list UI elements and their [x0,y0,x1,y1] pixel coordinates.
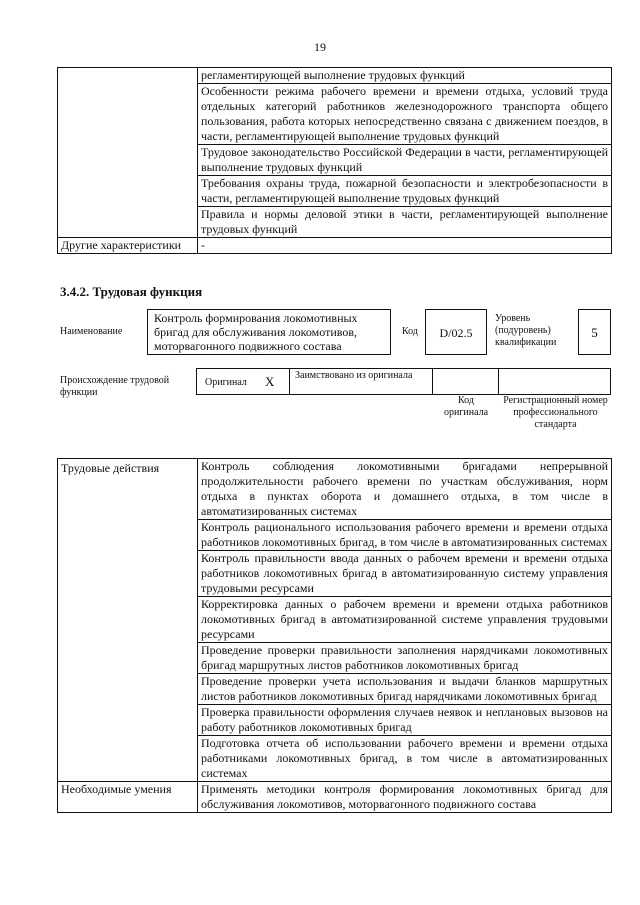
origin-label: Происхождение трудовой функции [60,375,170,398]
labor-action-row: Проведение проверки правильности заполнения нарядчиками локомотивных бригад маршрутных листов работников локомотивных бригад [198,643,612,674]
labor-action-row: Контроль правильности ввода данных о рабочем времени и времени отдыха работников локомотивных бригад в автоматизированную систему управления трудовыми ресурсами [198,551,612,597]
code-original-caption: Код оригинала [443,395,489,418]
labor-action-row: Контроль соблюдения локомотивными бригадами непрерывной продолжительности рабочего времени по участкам обслуживания, норм отдыха в пунктах оборота и домашнего отдыха, в том числе в автоматизированных системах [198,459,612,520]
knowledge-row: Требования охраны труда, пожарной безопасности и электробезопасности в части, регламентирующей выполнение трудовых функций [198,176,612,207]
knowledge-label-cell [58,68,198,238]
borrowed-divider [432,369,433,394]
labor-actions-table [57,458,612,813]
code-label: Код [402,326,418,337]
other-characteristics-label: Другие характеристики [58,238,198,254]
labor-action-row: Корректировка данных о рабочем времени и времени отдыха работников локомотивных бригад в автоматизированной системе управления трудовыми ресурсами [198,597,612,643]
code-value: D/02.5 [439,326,473,340]
labor-action-row: Проведение проверки учета использования и выдачи бланков маршрутных листов работников локомотивных бригад нарядчиками локомотивных бригад [198,674,612,705]
labor-action-row: Контроль рационального использования рабочего времени и времени отдыха работников локомотивных бригад, в том числе в автоматизированных системах [198,520,612,551]
code-divider [498,369,499,394]
knowledge-row: Трудовое законодательство Российской Федерации в части, регламентирующей выполнение трудовых функций [198,145,612,176]
name-value-box [147,309,391,355]
labor-action-row: Подготовка отчета об использовании рабочего времени и времени отдыха работниками локомотивных бригад, в том числе в автоматизированных системах [198,736,612,782]
code-value-box [425,309,487,355]
original-divider [289,369,290,394]
original-mark: X [265,374,275,389]
page-number: 19 [314,40,326,54]
name-value: Контроль формирования локомотивных бригад для обслуживания локомотивов, моторвагонного подвижного состава [154,311,358,353]
reg-number-caption: Регистрационный номер профессионального стандарта [503,395,608,430]
borrowed-label: Заимствовано из оригинала [295,370,413,381]
original-label: Оригинал [205,377,247,388]
knowledge-row: Особенности режима рабочего времени и времени отдыха, условий труда отдельных категорий работников железнодорожного транспорта общего пользования, работа которых непосредственно связана с движением поездов, в части, регламентирующей выполнение трудовых функций [198,84,612,145]
labor-actions-label: Трудовые действия [58,459,198,782]
knowledge-row: регламентирующей выполнение трудовых функций [198,68,612,84]
knowledge-row: Правила и нормы деловой этики в части, регламентирующей выполнение трудовых функций [198,207,612,238]
level-label: Уровень (подуровень) квалификации [495,313,557,348]
level-value: 5 [591,325,598,340]
section-title: 3.4.2. Трудовая функция [60,284,203,299]
origin-boxes [196,368,611,395]
level-value-box [578,309,611,355]
skill-row: Применять методики контроля формирования локомотивных бригад для обслуживания локомотивов, моторвагонного подвижного состава [198,782,612,813]
name-label: Наименование [60,326,123,337]
other-characteristics-value: - [198,238,612,254]
labor-action-row: Проверка правильности оформления случаев неявок и неплановых вызовов на работу работников локомотивных бригад [198,705,612,736]
knowledge-table [57,67,612,254]
skills-label: Необходимые умения [58,782,198,813]
